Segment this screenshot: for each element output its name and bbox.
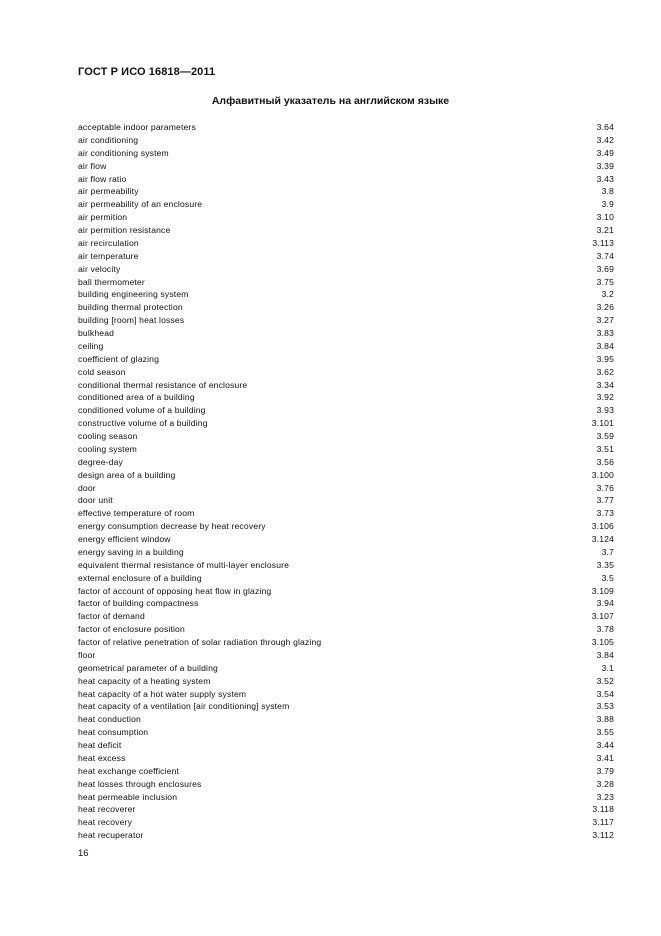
index-entry	[78, 340, 614, 353]
index-entry	[78, 533, 614, 546]
index-term: degree-day	[78, 456, 123, 467]
index-term: factor of account of opposing heat flow in glazing	[78, 585, 272, 596]
index-reference: 3.34	[596, 379, 614, 390]
index-entry	[78, 147, 614, 160]
index-entry	[78, 301, 614, 314]
index-entry	[78, 739, 614, 752]
index-entry	[78, 494, 614, 507]
index-reference: 3.9	[601, 199, 614, 210]
index-entry	[78, 237, 614, 250]
index-entry	[78, 636, 614, 649]
index-term: cold season	[78, 366, 126, 377]
index-term: factor of relative penetration of solar radiation through glazing	[78, 637, 322, 647]
index-term: air permition resistance	[78, 225, 171, 235]
index-reference: 3.109	[591, 585, 614, 596]
index-entry	[78, 443, 614, 456]
index-reference: 3.51	[596, 443, 614, 454]
index-term: external enclosure of a building	[78, 572, 202, 583]
index-term: air permition	[78, 212, 128, 223]
index-term: factor of demand	[78, 611, 145, 622]
index-entry	[78, 482, 614, 495]
index-term: heat capacity of a ventilation [air conditioning] system	[78, 701, 290, 712]
index-term: heat excess	[78, 752, 126, 763]
index-reference: 3.49	[596, 147, 614, 158]
index-entry	[78, 572, 614, 585]
index-reference: 3.59	[596, 431, 614, 441]
index-reference: 3.23	[596, 791, 614, 802]
index-entry	[78, 816, 614, 829]
index-reference: 3.56	[596, 456, 614, 467]
index-reference: 3.107	[591, 611, 614, 622]
index-term: air flow ratio	[78, 173, 127, 184]
index-term: air temperature	[78, 250, 139, 261]
index-reference: 3.79	[596, 765, 614, 776]
index-reference: 3.100	[591, 469, 614, 480]
index-term: building [room] heat losses	[78, 315, 185, 326]
index-term: effective temperature of room	[78, 508, 195, 519]
index-term: air recirculation	[78, 237, 139, 248]
index-reference: 3.78	[596, 624, 614, 635]
index-reference: 3.92	[596, 392, 614, 403]
index-reference: 3.21	[596, 225, 614, 235]
index-reference: 3.55	[596, 727, 614, 738]
index-reference: 3.83	[596, 328, 614, 338]
index-entry	[78, 379, 614, 392]
index-term: heat capacity of a heating system	[78, 675, 211, 686]
index-entry	[78, 623, 614, 636]
index-reference: 3.64	[596, 122, 614, 132]
index-reference: 3.41	[596, 752, 614, 763]
index-reference: 3.52	[596, 675, 614, 686]
index-reference: 3.44	[596, 740, 614, 750]
index-reference: 3.35	[596, 559, 614, 570]
index-reference: 3.43	[596, 173, 614, 184]
index-entry	[78, 198, 614, 211]
index-term: factor of enclosure position	[78, 624, 185, 635]
index-reference: 3.101	[591, 418, 614, 429]
index-reference: 3.53	[596, 701, 614, 712]
alphabetical-index-list	[78, 121, 614, 842]
index-entry	[78, 507, 614, 520]
index-reference: 3.76	[596, 482, 614, 493]
index-term: acceptable indoor parameters	[78, 122, 196, 132]
index-term: design area of a building	[78, 469, 176, 480]
index-term: conditioned volume of a building	[78, 405, 206, 416]
index-entry	[78, 417, 614, 430]
index-term: door	[78, 482, 96, 493]
index-term: heat recovery	[78, 817, 133, 828]
index-term: energy efficient window	[78, 534, 171, 544]
index-reference: 3.84	[596, 649, 614, 660]
index-term: heat losses through enclosures	[78, 778, 202, 789]
index-term: conditioned area of a building	[78, 392, 195, 403]
index-term: ceiling	[78, 340, 104, 351]
index-entry	[78, 224, 614, 237]
index-term: heat recoverer	[78, 804, 136, 815]
index-entry	[78, 520, 614, 533]
index-entry	[78, 185, 614, 198]
index-entry	[78, 314, 614, 327]
index-term: coefficient of glazing	[78, 353, 160, 364]
index-entry	[78, 353, 614, 366]
index-entry	[78, 160, 614, 173]
index-entry	[78, 366, 614, 379]
index-term: air flow	[78, 160, 107, 171]
index-reference: 3.26	[596, 302, 614, 313]
index-term: air permeability of an enclosure	[78, 199, 203, 210]
index-reference: 3.113	[592, 237, 614, 248]
index-entry	[78, 675, 614, 688]
index-reference: 3.69	[596, 263, 614, 274]
index-reference: 3.54	[596, 688, 614, 699]
index-reference: 3.93	[596, 405, 614, 416]
index-entry	[78, 173, 614, 186]
index-term: heat permeable inclusion	[78, 791, 178, 802]
index-entry	[78, 765, 614, 778]
index-term: building engineering system	[78, 289, 189, 300]
index-reference: 3.42	[596, 134, 614, 145]
index-term: door unit	[78, 495, 113, 506]
page-number: 16	[78, 848, 89, 859]
index-entry	[78, 211, 614, 224]
index-term: equivalent thermal resistance of multi-layer enclosure	[78, 559, 290, 570]
index-entry	[78, 288, 614, 301]
index-reference: 3.77	[596, 495, 614, 506]
index-reference: 3.28	[596, 778, 614, 789]
index-term: energy saving in a building	[78, 546, 184, 557]
index-term: heat recuperator	[78, 830, 144, 841]
index-reference: 3.84	[596, 340, 614, 351]
index-term: air velocity	[78, 263, 121, 274]
index-entry	[78, 327, 614, 340]
index-term: heat exchange coefficient	[78, 765, 180, 776]
index-entry	[78, 700, 614, 713]
index-entry	[78, 250, 614, 263]
index-reference: 3.105	[591, 637, 614, 647]
index-entry	[78, 803, 614, 816]
index-term: floor	[78, 649, 96, 660]
index-title: Алфавитный указатель на английском языке	[211, 95, 450, 107]
index-reference: 3.118	[592, 804, 614, 815]
index-entry	[78, 713, 614, 726]
index-reference: 3.88	[596, 714, 614, 725]
index-entry	[78, 585, 614, 598]
index-term: air conditioning	[78, 134, 139, 145]
index-reference: 3.75	[596, 276, 614, 287]
index-term: heat conduction	[78, 714, 141, 725]
index-term: conditional thermal resistance of enclosure	[78, 379, 248, 390]
index-reference: 3.117	[592, 817, 614, 828]
index-entry	[78, 778, 614, 791]
index-reference: 3.124	[591, 534, 614, 544]
index-term: air permeability	[78, 186, 139, 197]
index-term: air conditioning system	[78, 147, 169, 158]
index-entry	[78, 404, 614, 417]
index-entry	[78, 469, 614, 482]
index-reference: 3.2	[601, 289, 614, 300]
index-reference: 3.39	[596, 160, 614, 171]
index-entry	[78, 391, 614, 404]
index-entry	[78, 430, 614, 443]
index-term: cooling season	[78, 431, 138, 441]
index-reference: 3.112	[592, 830, 614, 841]
index-term: heat deficit	[78, 740, 122, 750]
index-reference: 3.1	[601, 662, 614, 673]
index-term: ball thermometer	[78, 276, 145, 287]
index-entry	[78, 134, 614, 147]
index-reference: 3.8	[601, 186, 614, 197]
index-entry	[78, 726, 614, 739]
index-reference: 3.10	[596, 212, 614, 223]
index-term: heat capacity of a hot water supply system	[78, 688, 247, 699]
index-entry	[78, 688, 614, 701]
index-entry	[78, 559, 614, 572]
index-reference: 3.5	[601, 572, 614, 583]
index-entry	[78, 276, 614, 289]
index-entry	[78, 649, 614, 662]
index-term: heat consumption	[78, 727, 149, 738]
index-term: building thermal protection	[78, 302, 183, 313]
index-reference: 3.62	[596, 366, 614, 377]
index-entry	[78, 791, 614, 804]
index-entry	[78, 752, 614, 765]
index-entry	[78, 263, 614, 276]
index-entry	[78, 456, 614, 469]
index-reference: 3.7	[601, 546, 614, 557]
index-entry	[78, 546, 614, 559]
index-term: cooling system	[78, 443, 137, 454]
index-reference: 3.95	[596, 353, 614, 364]
index-reference: 3.73	[596, 508, 614, 519]
document-header: ГОСТ Р ИСО 16818—2011	[78, 66, 216, 78]
index-entry	[78, 610, 614, 623]
index-reference: 3.27	[596, 315, 614, 326]
index-reference: 3.106	[591, 521, 614, 532]
index-term: bulkhead	[78, 328, 115, 338]
index-reference: 3.74	[596, 250, 614, 261]
index-term: geometrical parameter of a building	[78, 662, 218, 673]
index-entry	[78, 121, 614, 134]
index-reference: 3.94	[596, 598, 614, 609]
index-entry	[78, 597, 614, 610]
index-term: energy consumption decrease by heat recovery	[78, 521, 266, 532]
index-term: constructive volume of a building	[78, 418, 208, 429]
index-entry	[78, 662, 614, 675]
index-term: factor of building compactness	[78, 598, 199, 609]
index-entry	[78, 829, 614, 842]
